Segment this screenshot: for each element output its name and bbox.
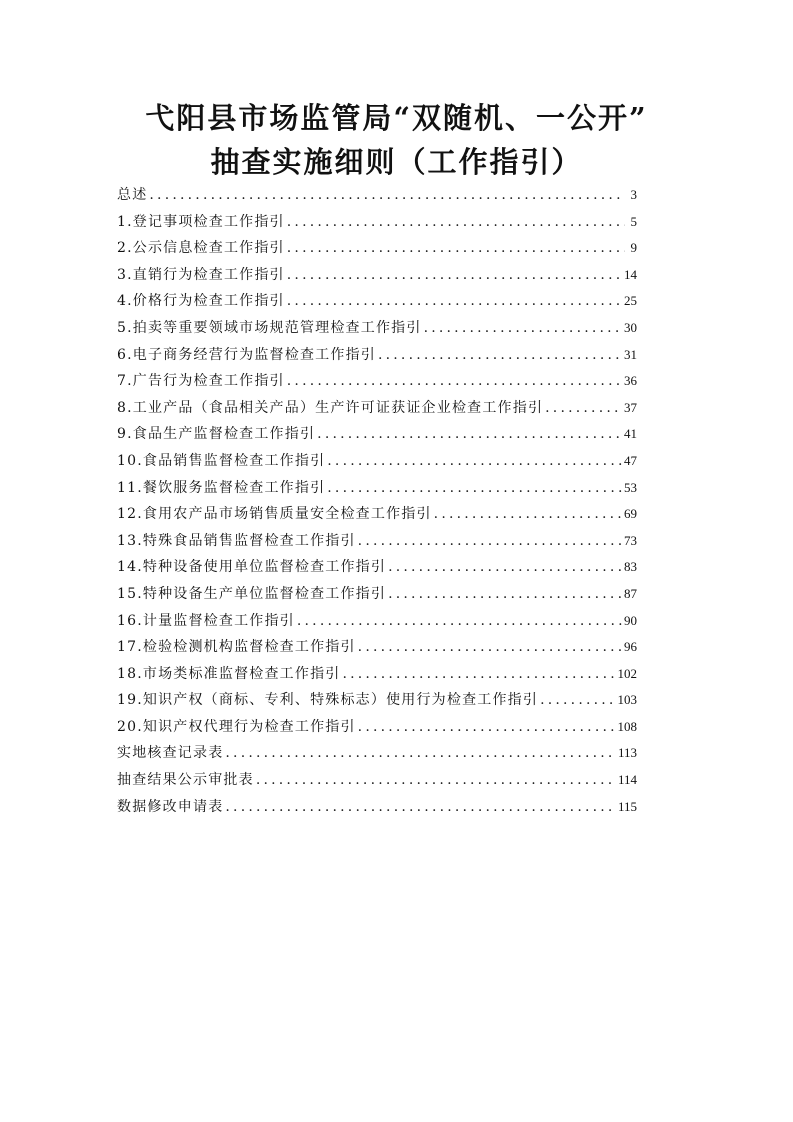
toc-entry-page-number: 73 bbox=[624, 532, 637, 548]
toc-dot-leader bbox=[434, 501, 622, 528]
toc-entry[interactable] bbox=[117, 262, 637, 289]
toc-entry-label: 17.检验检测机构监督检查工作指引 bbox=[117, 639, 356, 656]
toc-dot-leader bbox=[424, 315, 622, 342]
toc-entry-label: 10.食品销售监督检查工作指引 bbox=[117, 452, 326, 469]
toc-entry-page-number: 115 bbox=[617, 798, 637, 814]
toc-dot-leader bbox=[225, 794, 616, 821]
toc-entry-page-number: 36 bbox=[624, 373, 637, 389]
toc-entry-page-number: 3 bbox=[630, 187, 637, 202]
toc-entry-page-number: 31 bbox=[624, 346, 637, 362]
toc-entry-label: 实地核查记录表 bbox=[117, 745, 224, 762]
toc-entry-label: 14.特种设备使用单位监督检查工作指引 bbox=[117, 559, 387, 576]
toc-entry[interactable] bbox=[117, 661, 637, 688]
toc-entry[interactable] bbox=[117, 288, 637, 315]
toc-entry[interactable] bbox=[117, 501, 637, 528]
toc-entry-label: 2.公示信息检查工作指引 bbox=[117, 240, 285, 257]
toc-entry[interactable] bbox=[117, 342, 637, 369]
toc-entry[interactable] bbox=[117, 608, 637, 635]
toc-dot-leader bbox=[388, 581, 622, 608]
document-title-line-2: 抽查实施细则（工作指引） bbox=[210, 145, 583, 179]
toc-entry-page-number: 83 bbox=[624, 559, 637, 575]
toc-entry[interactable] bbox=[117, 182, 637, 209]
toc-entry-page-number: 87 bbox=[624, 585, 637, 601]
toc-entry[interactable] bbox=[117, 554, 637, 581]
toc-dot-leader bbox=[287, 288, 622, 315]
toc-dot-leader bbox=[317, 421, 622, 448]
toc-dot-leader bbox=[540, 687, 615, 714]
toc-dot-leader bbox=[358, 634, 622, 661]
toc-entry-label: 16.计量监督检查工作指引 bbox=[117, 612, 295, 629]
toc-entry-label: 3.直销行为检查工作指引 bbox=[117, 266, 285, 283]
toc-entry-page-number: 114 bbox=[617, 772, 637, 788]
toc-entry-page-number: 96 bbox=[624, 639, 637, 655]
toc-dot-leader bbox=[149, 182, 625, 209]
toc-entry[interactable] bbox=[117, 740, 637, 767]
toc-entry-label: 数据修改申请表 bbox=[117, 798, 224, 815]
toc-entry-label: 15.特种设备生产单位监督检查工作指引 bbox=[117, 585, 387, 602]
toc-entry[interactable] bbox=[117, 315, 637, 342]
toc-entry-label: 20.知识产权代理行为检查工作指引 bbox=[117, 718, 356, 735]
toc-entry[interactable] bbox=[117, 634, 637, 661]
toc-entry-label: 19.知识产权（商标、专利、特殊标志）使用行为检查工作指引 bbox=[117, 692, 539, 709]
toc-dot-leader bbox=[287, 262, 622, 289]
toc-entry[interactable] bbox=[117, 581, 637, 608]
toc-entry-page-number: 25 bbox=[624, 293, 637, 309]
toc-entry[interactable] bbox=[117, 767, 637, 794]
toc-dot-leader bbox=[342, 661, 615, 688]
toc-entry-label: 6.电子商务经营行为监督检查工作指引 bbox=[117, 346, 376, 363]
toc-entry-label: 抽查结果公示审批表 bbox=[117, 772, 254, 789]
toc-dot-leader bbox=[388, 554, 622, 581]
toc-entry-page-number: 113 bbox=[617, 745, 637, 761]
toc-entry[interactable] bbox=[117, 448, 637, 475]
document-title-line-1: 弋阳县市场监管局“双随机、一公开” bbox=[145, 101, 648, 135]
toc-entry[interactable] bbox=[117, 475, 637, 502]
toc-entry-label: 9.食品生产监督检查工作指引 bbox=[117, 426, 316, 443]
toc-dot-leader bbox=[378, 342, 622, 369]
toc-entry-page-number: 90 bbox=[624, 612, 637, 628]
toc-entry[interactable] bbox=[117, 209, 637, 236]
toc-dot-leader bbox=[287, 235, 625, 262]
toc-dot-leader bbox=[297, 608, 622, 635]
toc-entry-page-number: 5 bbox=[630, 213, 637, 229]
toc-entry-page-number: 47 bbox=[624, 452, 637, 468]
toc-entry[interactable] bbox=[117, 368, 637, 395]
toc-entry-label: 8.工业产品（食品相关产品）生产许可证获证企业检查工作指引 bbox=[117, 399, 544, 416]
toc-entry[interactable] bbox=[117, 395, 637, 422]
toc-entry-label: 总述 bbox=[117, 187, 148, 203]
toc-entry-label: 11.餐饮服务监督检查工作指引 bbox=[117, 479, 326, 496]
toc-entry-label: 7.广告行为检查工作指引 bbox=[117, 373, 285, 390]
toc-dot-leader bbox=[545, 395, 622, 422]
toc-entry[interactable] bbox=[117, 528, 637, 555]
toc-entry[interactable] bbox=[117, 235, 637, 262]
toc-entry[interactable] bbox=[117, 421, 637, 448]
toc-dot-leader bbox=[358, 714, 616, 741]
toc-entry-label: 18.市场类标准监督检查工作指引 bbox=[117, 665, 341, 682]
toc-entry[interactable] bbox=[117, 687, 637, 714]
toc-entry-page-number: 30 bbox=[624, 319, 637, 335]
toc-entry-label: 12.食用农产品市场销售质量安全检查工作指引 bbox=[117, 506, 432, 523]
toc-entry-page-number: 69 bbox=[624, 506, 637, 522]
toc-dot-leader bbox=[358, 528, 622, 555]
toc-entry-page-number: 108 bbox=[617, 718, 637, 734]
toc-entry-page-number: 53 bbox=[624, 479, 637, 495]
table-of-contents bbox=[117, 182, 637, 820]
toc-entry-page-number: 41 bbox=[624, 426, 637, 442]
toc-dot-leader bbox=[327, 448, 622, 475]
toc-entry-page-number: 103 bbox=[617, 692, 637, 708]
toc-entry-label: 1.登记事项检查工作指引 bbox=[117, 213, 285, 230]
toc-entry-label: 5.拍卖等重要领域市场规范管理检查工作指引 bbox=[117, 319, 422, 336]
toc-dot-leader bbox=[287, 209, 625, 236]
toc-entry[interactable] bbox=[117, 714, 637, 741]
toc-entry-label: 4.价格行为检查工作指引 bbox=[117, 293, 285, 310]
toc-dot-leader bbox=[225, 740, 616, 767]
toc-entry[interactable] bbox=[117, 794, 637, 821]
toc-dot-leader bbox=[287, 368, 622, 395]
toc-dot-leader bbox=[256, 767, 616, 794]
toc-entry-page-number: 14 bbox=[624, 266, 637, 282]
toc-dot-leader bbox=[327, 475, 622, 502]
toc-entry-label: 13.特殊食品销售监督检查工作指引 bbox=[117, 532, 356, 549]
toc-entry-page-number: 102 bbox=[617, 665, 637, 681]
toc-entry-page-number: 9 bbox=[630, 240, 637, 256]
toc-entry-page-number: 37 bbox=[624, 399, 637, 415]
